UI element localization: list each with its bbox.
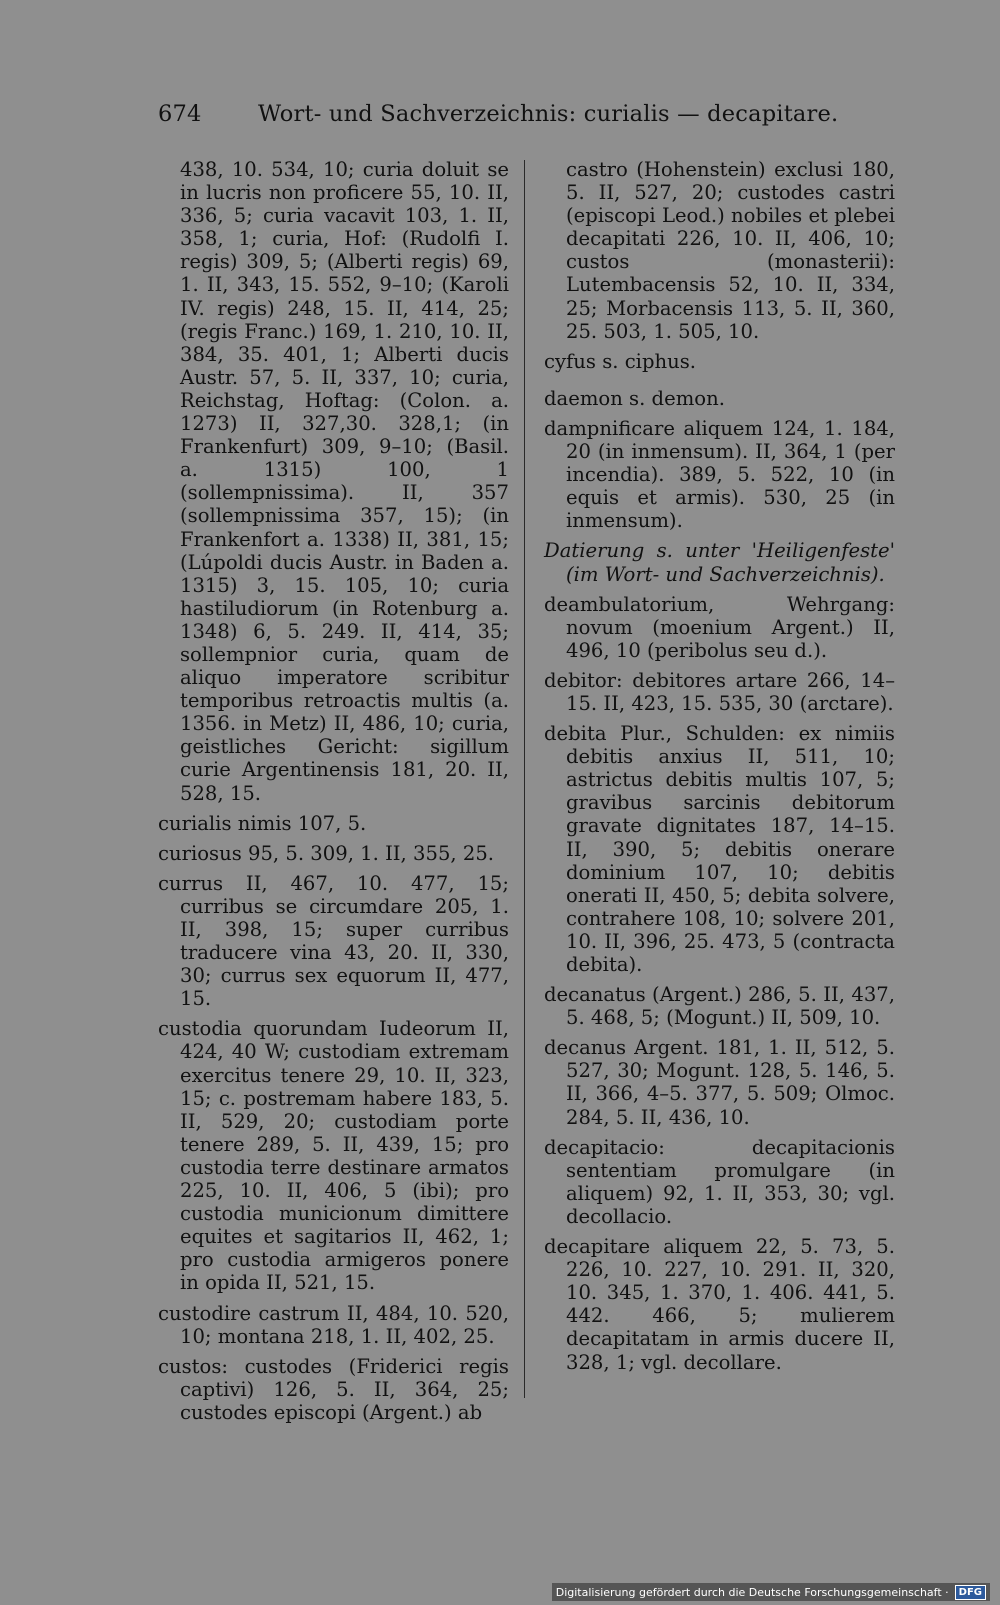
index-entry: decapitare aliquem 22, 5. 73, 5. 226, 10. 227, 10. 291. II, 320, 10. 345, 1. 370, 1. 406. 441, 5. 442. 466, 5; mulierem decapitatam in armis ducere II, 328, 1; vgl. decollare. [544,1235,895,1374]
credit-text: Digitalisierung gefördert durch die Deutsche Forschungsgemeinschaft · [555,1585,949,1599]
index-entry: daemon s. demon. [544,386,725,410]
index-entry: cyfus s. ciphus. [544,349,697,373]
index-entry: curiosus 95, 5. 309, 1. II, 355, 25. [158,841,495,865]
index-entry: custodire castrum II, 484, 10. 520, 10; montana 218, 1. II, 402, 25. [158,1301,509,1348]
index-entry: Datierung s. unter 'Heiligenfeste' (im Wort- und Sachverzeichnis). [544,539,895,586]
index-entry: dampnificare aliquem 124, 1. 184, 20 (in inmensum). II, 364, 1 (per incendia). 389, 5. 522, 10 (in equis et armis). 530, 25 (in inmensum). [544,416,895,533]
running-title: Wort- und Sachverzeichnis: curialis — decapitare. [258,101,839,127]
right-column [544,158,895,1381]
index-entry: castro (Hohenstein) exclusi 180, 5. II, 527, 20; custodes castri (episcopi Leod.) nobiles et plebei decapitati 226, 10. II, 406, 10; custos (monasterii): Lutembacensis 52, 10. II, 334, 25; Morbacensis 113, 5. II, 360, 25. 503, 1. 505, 10. [566,158,895,343]
digitization-credit [552,1583,990,1601]
index-entry: custodia quorundam Iudeorum II, 424, 40 W; custodiam extremam exercitus tenere 29, 10. II, 323, 15; c. postremam habere 183, 5. II, 529, 20; custodiam porte tenere 289, 5. II, 439, 15; pro custodia terre destinare armatos 225, 10. II, 406, 5 (ibi); pro custodia municionum dimittere equites et sagitarios II, 462, 1; pro custodia armigeros ponere in opida II, 521, 15. [158,1017,509,1295]
page-number: 674 [158,101,202,127]
page-header [158,101,839,135]
index-entry: decanatus (Argent.) 286, 5. II, 437, 5. 468, 5; (Mogunt.) II, 509, 10. [544,983,895,1030]
index-entry: debita Plur., Schulden: ex nimiis debitis anxius II, 511, 10; astrictus debitis multis 107, 5; gravibus sarcinis debitorum gravate dignitates 187, 14–15. II, 390, 5; debitis onerare dominium 107, 10; debitis onerati II, 450, 5; debita solvere, contrahere 108, 10; solvere 201, 10. II, 396, 25. 473, 5 (contracta debita). [544,722,895,976]
index-entry: decanus Argent. 181, 1. II, 512, 5. 527, 30; Mogunt. 128, 5. 146, 5. II, 366, 4–5. 377, 5. 509; Olmoc. 284, 5. II, 436, 10. [544,1036,895,1129]
index-entry: debitor: debitores artare 266, 14–15. II, 423, 15. 535, 30 (arctare). [544,668,895,715]
left-column [158,158,509,1431]
dfg-logo: DFG [955,1585,986,1600]
index-entry: decapitacio: decapitacionis sententiam promulgare (in aliquem) 92, 1. II, 353, 30; vgl. decollacio. [544,1135,895,1228]
index-entry: custos: custodes (Friderici regis captivi) 126, 5. II, 364, 25; custodes episcopi (Argent.) ab [158,1354,509,1424]
index-entry: 438, 10. 534, 10; curia doluit se in lucris non proficere 55, 10. II, 336, 5; curia vacavit 103, 1. II, 358, 1; curia, Hof: (Rudolfi I. regis) 309, 5; (Alberti regis) 69, 1. II, 343, 15. 552, 9–10; (Karoli IV. regis) 248, 15. II, 414, 25; (regis Franc.) 169, 1. 210, 10. II, 384, 35. 401, 1; Alberti ducis Austr. 57, 5. II, 337, 10; curia, Reichstag, Hoftag: (Colon. a. 1273) II, 327,30. 328,1; (in Frankenfurt) 309, 9–10; (Basil. a. 1315) 100, 1 (sollempnissima). II, 357 (sollempnissima 357, 15); (in Frankenfort a. 1338) II, 381, 15; (Lúpoldi ducis Austr. in Baden a. 1315) 3, 15. 105, 10; curia hastiludiorum (in Rotenburg a. 1348) 6, 5. 249. II, 414, 35; sollempnior curia, quam de aliquo imperatore scribitur temporibus retroactis multis (a. 1356. in Metz) II, 486, 10; curia, geistliches Gericht: sigillum curie Argentinensis 181, 20. II, 528, 15. [180,158,509,805]
index-entry: deambulatorium, Wehrgang: novum (moenium Argent.) II, 496, 10 (peribolus seu d.). [544,592,895,662]
column-divider [524,160,525,1398]
index-entry: currus II, 467, 10. 477, 15; curribus se circumdare 205, 1. II, 398, 15; super curribus traducere vina 43, 20. II, 330, 30; currus sex equorum II, 477, 15. [158,871,509,1011]
index-entry: curialis nimis 107, 5. [158,811,367,835]
